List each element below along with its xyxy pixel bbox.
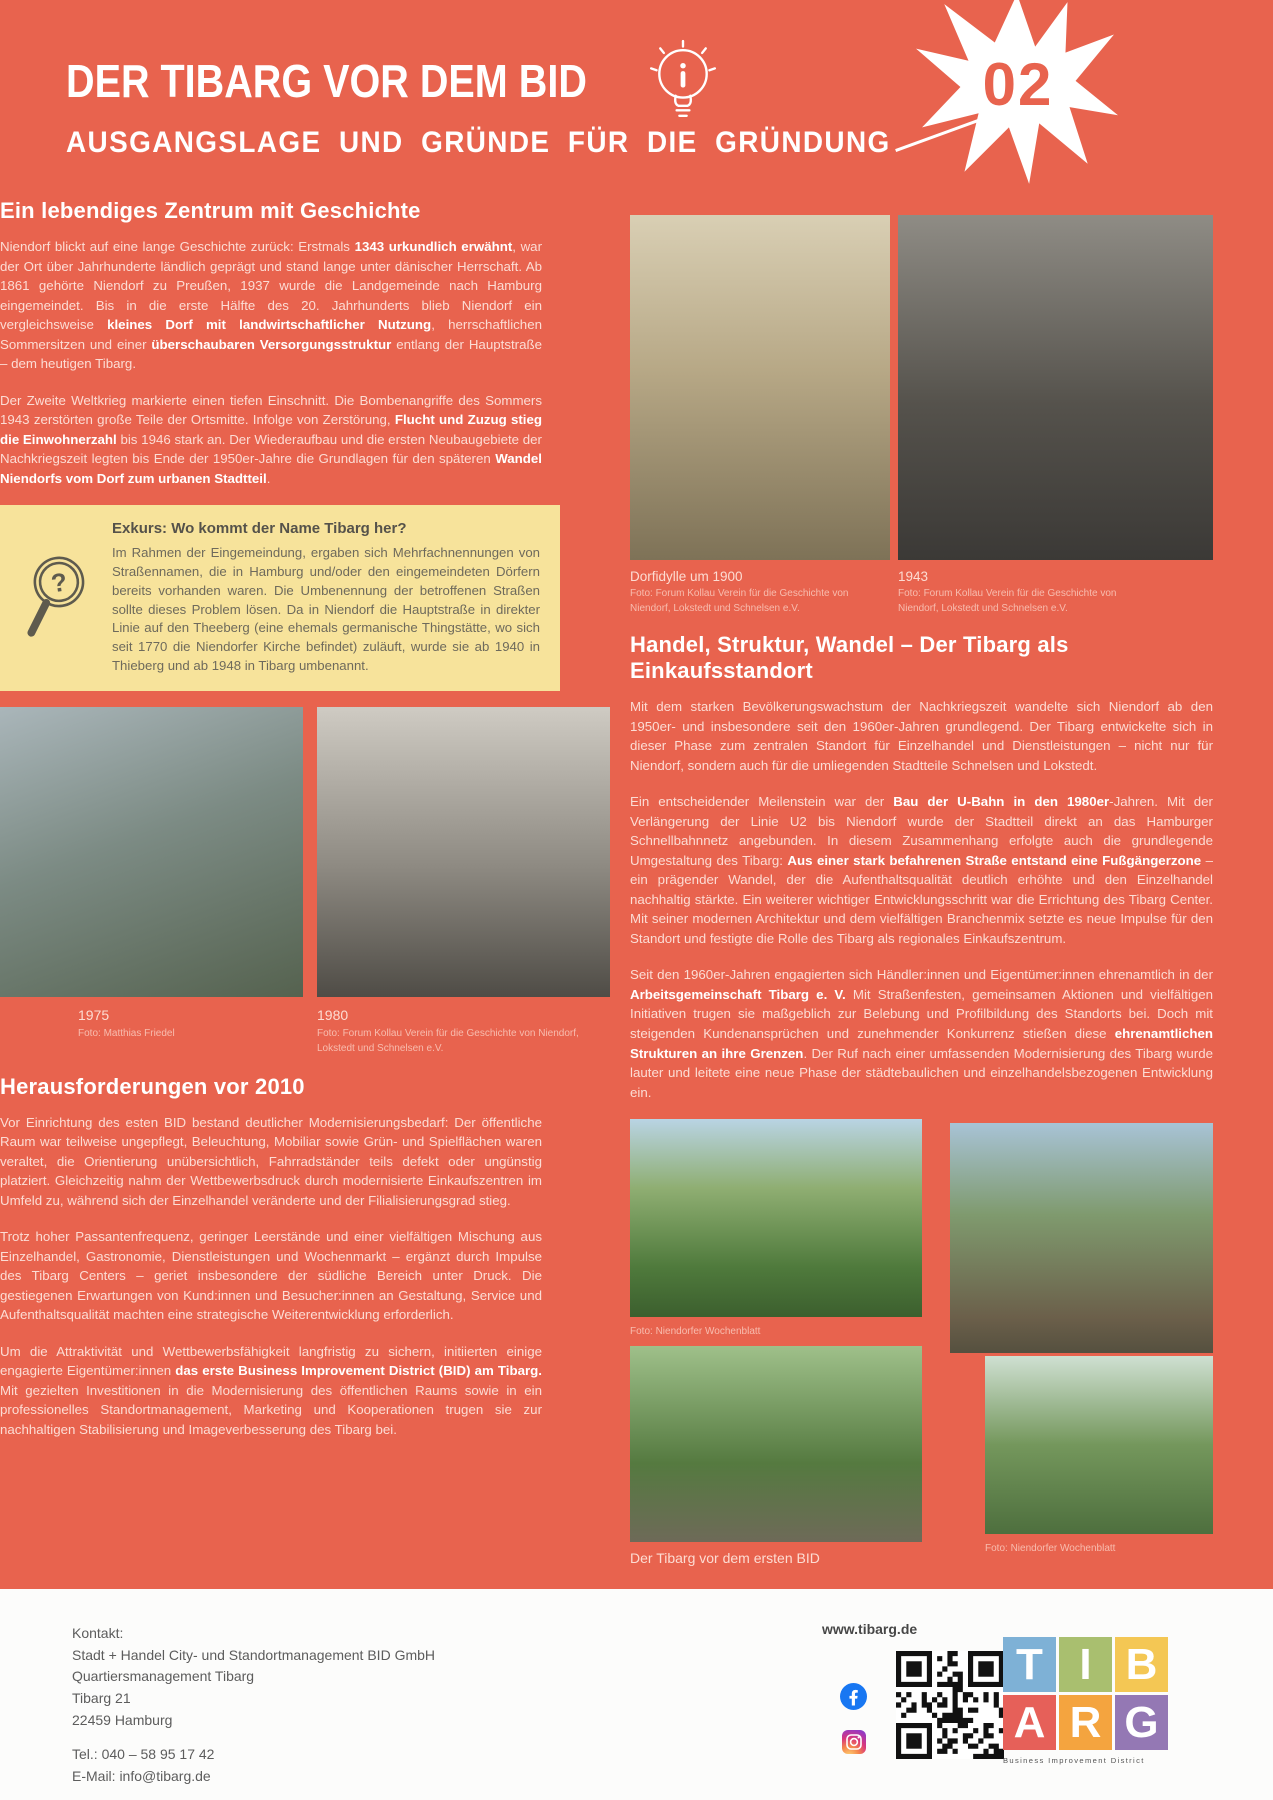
handel-paragraph-1: Mit dem starken Bevölkerungswachstum der Nachkriegszeit wandelte sich Niendorf ab den 1950er- und insbesondere seit den 1960er-Jahren grundlegend. Der Tibarg entwickelte sich in dieser Phase zum zentralen Standort für Einzelhandel und Dienstleistungen – nicht nur für Niendorf, sondern auch für die umliegenden Stadtteile Schnelsen und Lokstedt.: [630, 699, 1213, 773]
qr-code: [896, 1651, 1004, 1759]
photo-park-mounds: [630, 1119, 922, 1317]
page-subtitle: AUSGANGSLAGE UND GRÜNDE FÜR DIE GRÜNDUNG: [66, 126, 891, 159]
left-column: [0, 198, 610, 1456]
photo-dorfidylle-1900: [630, 215, 890, 560]
magnifier-question-icon: [0, 520, 112, 675]
photo-1980-street: [317, 707, 610, 997]
excursus-title: Exkurs: Wo kommt der Name Tibarg her?: [112, 520, 407, 538]
logo-tile: T: [1003, 1637, 1056, 1692]
photo-caption: Dorfidylle um 1900: [630, 569, 743, 584]
contact-phone: Tel.: 040 – 58 95 17 42: [72, 1746, 215, 1763]
tibarg-logo: [1003, 1637, 1170, 1765]
challenges-paragraph-3: Um die Attraktivität und Wettbewerbsfähigkeit langfristig zu sichern, initiierten einige engagierte Eigentümer:innen das erste Business Improvement District (BID) am Tibarg. Mit gezielten Investitionen in die Modernisierung des öffentlichen Raums sowie in ein professionelles Standortmanagement, Marketing und Kooperationen trugen sie zur nachhaltigen Stabilisierung und Imageverbesserung des Tibarg bei.: [0, 1343, 542, 1437]
photo-1943-destruction: [898, 215, 1213, 560]
logo-tile: A: [1003, 1695, 1056, 1750]
historic-photo-row: [630, 215, 1213, 616]
photo-1975-street-aerial: [0, 707, 303, 997]
tibarg-logo-tiles: [1003, 1637, 1170, 1750]
contact-line: Tibarg 21: [72, 1690, 131, 1707]
figure-1980: [317, 707, 610, 1056]
challenges-paragraph-2: Trotz hoher Passantenfrequenz, geringer Leerstände und einer vielfältigen Mischung aus Einzelhandel, Gastronomie, Dienstleistungen und Wochenmarkt – ergänzt durch Impulse des Tibarg Centers – geriet insbesondere der südliche Bereich unter Druck. Die gestiegenen Erwartungen von Kund:innen und Besucher:innen an Gestaltung, Service und Aufenthaltsqualität machten eine strategische Weiterentwicklung erforderlich.: [0, 1229, 542, 1323]
contact-block: [72, 1623, 435, 1788]
handel-paragraph-3: Seit den 1960er-Jahren engagierten sich Händler:innen und Eigentümer:innen ehrenamtlich in der Arbeitsgemeinschaft Tibarg e. V. Mit Straßenfesten, gemeinsamen Aktionen und vielfältigen Initiativen trugen sie maßgeblich zur Belebung und Profilbildung des Standorts bei. Doch mit steigenden Kundenansprüchen und zunehmender Konkurrenz stießen diese ehrenamtlichen Strukturen an ihre Grenzen. Der Ruf nach einer umfassenden Modernisierung des Tibarg wurde lauter und leitete eine neue Phase der städtebaulichen und einzelhandelsbezogenen Entwicklung ein.: [630, 967, 1214, 1100]
svg-text:?: ?: [49, 568, 69, 599]
contact-line: Kontakt:: [72, 1625, 124, 1641]
section-heading-history: Ein lebendiges Zentrum mit Geschichte: [0, 198, 421, 223]
section-heading-handel: Handel, Struktur, Wandel – Der Tibarg als Einkaufsstandort: [630, 632, 1069, 683]
photo-caption: 1943: [898, 569, 929, 584]
logo-tile: I: [1059, 1637, 1112, 1692]
modern-photo-grid: [630, 1119, 1213, 1581]
contact-line: 22459 Hamburg: [72, 1711, 173, 1728]
logo-tile: R: [1059, 1695, 1112, 1750]
figure-1975: [0, 707, 303, 1056]
photo-credit: Foto: Niendorfer Wochenblatt: [630, 1326, 761, 1338]
footer: [0, 1589, 1273, 1800]
page-number: 02: [982, 51, 1054, 118]
photo-credit: Foto: Niendorfer Wochenblatt: [985, 1543, 1116, 1555]
photo-caption: 1975: [78, 1006, 110, 1023]
instagram-icon: [842, 1730, 866, 1754]
contact-line: Stadt + Handel City- und Standortmanagement BID GmbH: [72, 1646, 436, 1663]
photo-credit: Foto: Forum Kollau Verein für die Geschichte von Niendorf, Lokstedt und Schnelsen e.V.: [898, 588, 1117, 614]
excursus-text: Im Rahmen der Eingemeindung, ergaben sich Mehrfachnennungen von Straßennamen, die in Hamburg und/oder den eingemeindeten Dörfern bereits vorhanden waren. Die Umbenennung der betroffenen Straßen sollte dieses Problem lösen. Da in Niendorf die Hauptstraße in direkter Linie auf den Theeberg (eine ehemals germanische Thingstätte, wo sich seit 1770 die Niendorfer Kirche befindet) zuläuft, wurde sie ab 1940 in Thieberg und ab 1948 in Tibarg umbenannt.: [112, 545, 540, 673]
figure-1943: [898, 215, 1213, 616]
excursus-content: [112, 520, 540, 675]
excursus-box: [0, 505, 560, 690]
logo-tagline: Business Improvement District: [1003, 1756, 1145, 1765]
contact-email: E-Mail: info@tibarg.de: [72, 1768, 211, 1785]
facebook-icon: [840, 1683, 867, 1710]
info-lightbulb-icon: [642, 36, 724, 130]
photo-park-lamp: [985, 1356, 1213, 1534]
logo-tile: G: [1115, 1695, 1168, 1750]
website-url: www.tibarg.de: [822, 1621, 918, 1637]
handel-paragraph-2: Ein entscheidender Meilenstein war der Bau der U-Bahn in den 1980er-Jahren. Mit der Verlängerung der Linie U2 bis Niendorf wurde der Stadtteil direkt an das Hamburger Schnellbahnnetz angebunden. In diesem Zusammenhang erfolgte auch die grundlegende Umgestaltung des Tibarg: Aus einer stark befahrenen Straße entstand eine Fußgängerzone – ein prägender Wandel, der die Aufenthaltsqualität deutlich erhöhte und den Einzelhandel nachhaltig stärkte. Ein weiterer wichtiger Entwicklungsschritt war die Errichtung des Tibarg Center. Mit seiner modernen Architektur und dem vielfältigen Branchenmix setzte es neue Impulse für den Standort und festigte die Rolle des Tibarg als regionales Einkaufszentrum.: [630, 794, 1213, 946]
photo-caption: Der Tibarg vor dem ersten BID: [630, 1550, 820, 1567]
history-paragraph-1: Niendorf blickt auf eine lange Geschichte zurück: Erstmals 1343 urkundlich erwähnt, war der Ort über Jahrhunderte ländlich geprägt und stand lange unter dänischer Herrschaft. Ab 1861 gehörte Niendorf zu Preußen, 1937 wurde die Landgemeinde nach Hamburg eingemeindet. Bis in die erste Hälfte des 20. Jahrhunderts blieb Niendorf ein vergleichsweise kleines Dorf mit landwirtschaftlicher Nutzung, herrschaftlichen Sommersitzen und einer überschaubaren Versorgungsstruktur entlang der Hauptstraße – dem heutigen Tibarg.: [0, 239, 542, 372]
photo-credit: Foto: Forum Kollau Verein für die Geschichte von Niendorf, Lokstedt und Schnelsen e.V.: [317, 1027, 579, 1054]
photo-street-bikes: [630, 1346, 922, 1542]
history-paragraph-2: Der Zweite Weltkrieg markierte einen tiefen Einschnitt. Die Bombenangriffe des Sommers 1943 zerstörten große Teile der Ortsmitte. Infolge von Zerstörung, Flucht und Zuzug stieg die Einwohnerzahl bis 1946 stark an. Der Wiederaufbau und die ersten Neubaugebiete der Nachkriegszeit legten bis Ende der 1950er-Jahre die Grundlagen für den späteren Wandel Niendorfs vom Dorf zum urbanen Stadtteil.: [0, 392, 542, 486]
challenges-paragraph-1: Vor Einrichtung des esten BID bestand deutlicher Modernisierungsbedarf: Der öffentliche Raum war teilweise ungepflegt, Beleuchtung, Mobiliar sowie Grün- und Spielflächen waren veraltet, die Orientierung unübersichtlich, Fahrradständer teils defekt oder ungünstig platziert. Gleichzeitig nahm der Wettbewerbsdruck durch modernisierte Einkaufszentren im Umfeld zu, während sich der Einzelhandel veränderte und der Filialisierungsgrad stieg.: [0, 1114, 542, 1208]
figure-dorfidylle: [630, 215, 890, 616]
history-photo-row: [0, 707, 610, 1056]
photo-pedestrian-walkway: [950, 1123, 1213, 1353]
photo-credit: Foto: Matthias Friedel: [78, 1027, 175, 1039]
section-heading-challenges: Herausforderungen vor 2010: [0, 1073, 305, 1099]
contact-line: Quartiersmanagement Tibarg: [72, 1668, 255, 1685]
photo-credit: Foto: Forum Kollau Verein für die Geschichte von Niendorf, Lokstedt und Schnelsen e.V.: [630, 588, 849, 614]
right-column: [630, 215, 1213, 1581]
page-title: DER TIBARG VOR DEM BID: [66, 55, 587, 107]
photo-caption: 1980: [317, 1006, 349, 1023]
logo-tile: B: [1115, 1637, 1168, 1692]
